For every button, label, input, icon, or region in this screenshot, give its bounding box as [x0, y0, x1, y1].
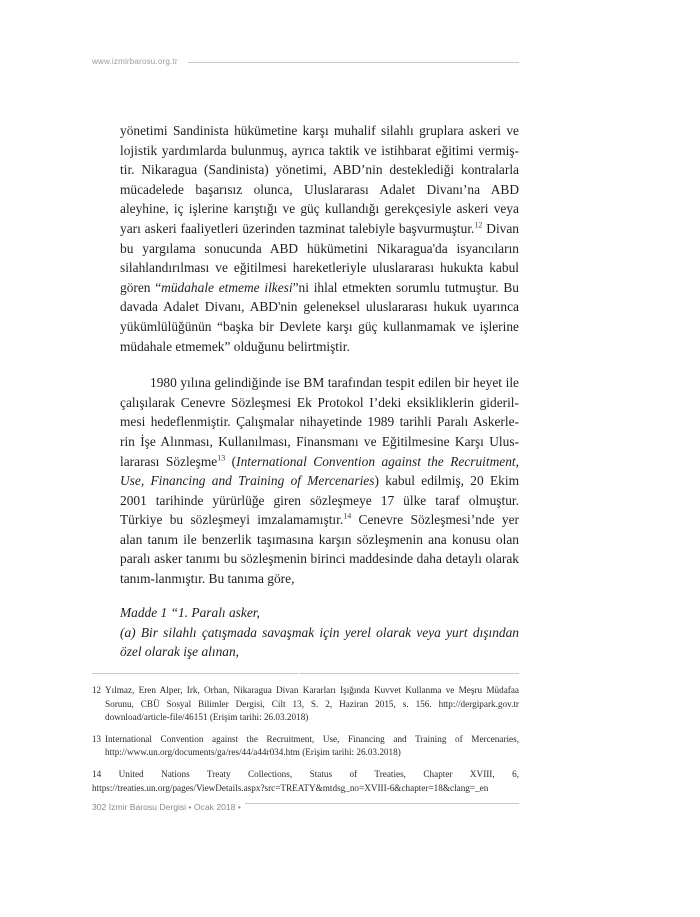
- footnote-number: 12: [92, 685, 101, 695]
- text-run: yönetimi Sandinista hükümetine karşı muhalif silahlı gruplara askeri ve lojistik yardımlarda bulunmuş, ayrıca taktik ve istihbarat eğitimi vermiş-tir. Nikaragua (Sandinista) yönetimi, ABD’nin desteklediği kontralarla mücadelede başarısız olunca, Uluslararası Adalet Divanı’na ABD aleyhine, iç işlerine karıştığı ve güç kullandığı gerekçesiyle askeri veya yarı askeri faaliyetleri üzerinden tazminat talebiyle başvurmuştur.: [120, 123, 519, 236]
- body-text: [120, 121, 519, 589]
- footnote-ref: 13: [217, 453, 226, 463]
- text-run: ”ni ihlal etmekten sorumlu tutmuştur. Bu davada Adalet Divanı, ABD'nin geleneksel uluslararası hukuk uyarınca yükümlülüğünün “başka bir Devlete karşı güç kullanmamak ve işlerine müdahale etmemek” olduğunu belirtmiştir.: [120, 279, 519, 354]
- footnote-text: Yılmaz, Eren Alper, Irk, Orhan, Nikaragua Divan Kararları Işığında Kuvvet Kullanma ve Meşru Müdafaa Sorunu, CBÜ Sosyal Bilimler Dergisi, Cilt 13, S. 2, Haziran 2015, s. 156. http://dergipark.gov.tr download/article-file/46151 (Erişim tarihi: 26.03.2018): [105, 685, 519, 723]
- paragraph-2: [120, 373, 519, 589]
- quote-line-2: (a) Bir silahlı çatışmada savaşmak için yerel olarak veya yurt dışından özel olarak işe alınan,: [120, 624, 519, 660]
- footnote-ref: 14: [343, 511, 352, 521]
- footnote-14: [92, 768, 519, 795]
- paragraph-1: [120, 121, 519, 356]
- text-run: Cenevre Sözleşmesi’nde yer alan tanım ile benzerlik taşımasına karşın sözleşmenin ana konusu olan paralı asker tanımı bu sözleşmenin birinci maddesinde daha detaylı olarak tanım-lanmıştır. Bu tanıma göre,: [120, 512, 519, 587]
- footnote-number: 13: [92, 733, 101, 744]
- text-run: ) kabul edilmiş, 20 Ekim 2001 tarihinde yürürlüğe giren sözleşmeye 17 ülke taraf olmuştur. Türkiye bu sözleşmeyi imzalamamıştır.: [120, 473, 519, 528]
- footnote-13: [92, 733, 519, 760]
- footnotes: [92, 684, 519, 803]
- text-run: 1980 yılına gelindiğinde ise BM tarafından tespit edilen bir heyet ile çalışılarak Cenevre Sözleşmesi Ek Protokol I’deki eksikliklerin gideril-mesi hedeflenmiştir. Çalışmalar nihayetinde 1989 tarihli Paralı Askerle-rin İşe Alınması, Kullanılması, Finansmanı ve Eğitilmesine Karşı Ulus-lararası Sözleşme: [120, 375, 519, 469]
- footnote-separator-notch: [290, 668, 308, 674]
- footnote-ref: 12: [474, 220, 483, 230]
- italic-run: müdahale etmeme ilkesi: [161, 279, 293, 295]
- footnote-text: International Convention against the Recruitment, Use, Financing and Training of Mercenaries, http://www.un.org/documents/ga/res/44/a44r034.htm (Erişim tarihi: 26.03.2018): [105, 733, 519, 758]
- footnote-text: 14 United Nations Treaty Collections, Status of Treaties, Chapter XVIII, 6, https://treaties.un.org/pages/ViewDetails.aspx?src=TREATY&mtdsg_no=XVIII-6&chapter=18&clang=_en: [92, 768, 519, 793]
- footnote-12: [92, 684, 519, 725]
- header-rule: [188, 62, 519, 63]
- footer-page-info: 302 İzmir Barosu Dergisi • Ocak 2018 •: [92, 802, 245, 812]
- quote-line-1: Madde 1 “1. Paralı asker,: [120, 605, 260, 620]
- header-url: www.izmirbarosu.org.tr: [92, 57, 178, 66]
- text-run: Divan bu yargılama sonucunda ABD hükümetini Nikaragua'da isyancıların silahlandırılması ve eğitilmesi hareketleriyle uluslararası hukukta kabul gören “: [120, 220, 520, 295]
- italic-run: International Convention against the Recruitment, Use, Financing and Training of Mercenaries: [120, 453, 519, 489]
- text-run: (: [225, 453, 237, 469]
- article-quote: [120, 603, 519, 662]
